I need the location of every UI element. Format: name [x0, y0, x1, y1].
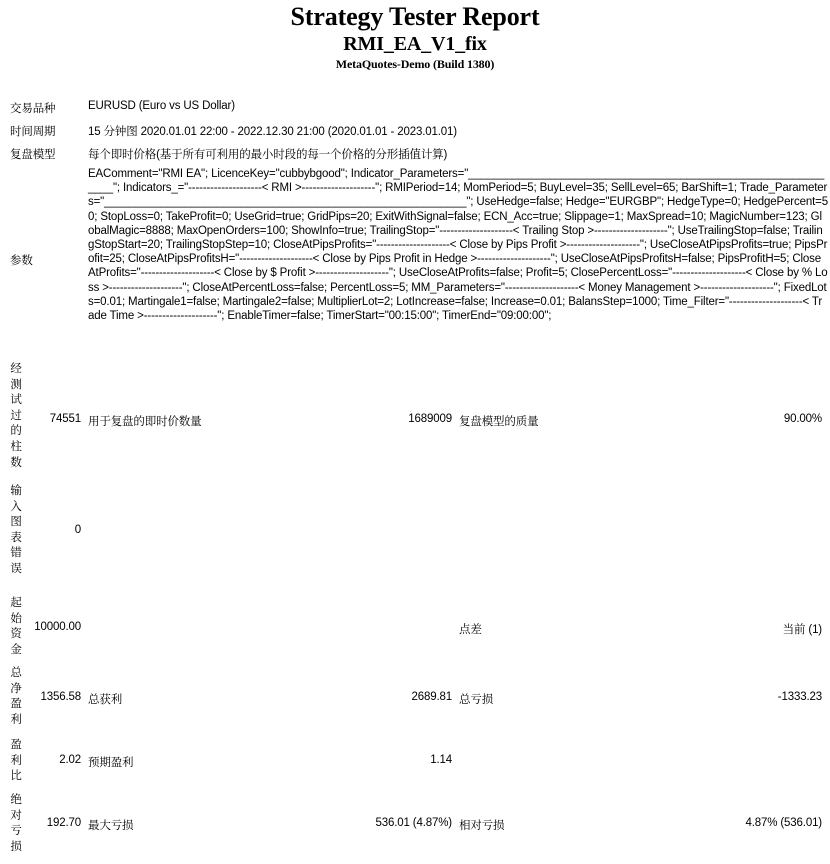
period-label: 时间周期: [10, 126, 56, 138]
ticks-label: 用于复盘的即时价数量: [88, 416, 202, 428]
quality-label: 复盘模型的质量: [459, 416, 539, 428]
spread-label: 点差: [459, 624, 482, 636]
ticks-value: 1689009: [408, 413, 452, 425]
model-value: 每个即时价格(基于所有可利用的最小时段的每一个价格的分形插值计算): [88, 149, 448, 161]
payoff-label: 预期盈利: [88, 757, 134, 769]
gross-loss-value: -1333.23: [777, 691, 822, 703]
model-label: 复盘模型: [10, 149, 56, 161]
symbol-label: 交易品种: [10, 103, 56, 115]
payoff-value: 1.14: [430, 754, 452, 766]
rel-drawdown-label: 相对亏损: [459, 820, 505, 832]
quality-value: 90.00%: [783, 413, 822, 425]
deposit-label: 起 始 资 金: [10, 597, 22, 656]
spread-value: 当前 (1): [782, 624, 822, 636]
gross-profit-value: 2689.81: [411, 691, 452, 703]
period-value: 15 分钟图 2020.01.01 22:00 - 2022.12.30 21:00 (2020.01.01 - 2023.01.01): [88, 126, 457, 138]
params-label: 参数: [10, 255, 33, 267]
net-profit-label: 总 净 盈 利: [10, 667, 22, 726]
max-drawdown-label: 最大亏损: [88, 820, 134, 832]
symbol-value: EURUSD (Euro vs US Dollar): [88, 100, 235, 112]
ea-name: RMI_EA_V1_fix: [343, 33, 487, 55]
errors-label: 输 入 图 表 错 误: [10, 485, 22, 575]
bars-tested-value: 74551: [49, 413, 81, 425]
report-title: Strategy Tester Report: [290, 2, 540, 31]
bars-tested-label: 经 测 试 过 的 柱 数: [10, 363, 22, 469]
gross-loss-label: 总亏损: [459, 694, 494, 706]
net-profit-value: 1356.58: [40, 691, 81, 703]
abs-drawdown-value: 192.70: [46, 817, 81, 829]
deposit-value: 10000.00: [34, 621, 81, 633]
params-value: EAComment="RMI EA"; LicenceKey="cubbybgood"; Indicator_Parameters="_____________________________________________________________"; Indicators_="--------------------< RMI >--------------------"; RMIPeriod=14; MomPeriod=5; BuyLevel=35; SellLevel=65; BarShift=1; Trade_Parameters="__________________________________________________________"; UseHedge=false; Hedge="EURGBP"; HedgeType=0; HedgePercent=50; StopLoss=0; TakeProfit=0; UseGrid=true; GridPips=20; ExitWithSignal=false; ECN_Acc=true; Slippage=1; MaxSpread=10; MagicNumber=123; GlobalMagic=8888; MaxOpenOrders=100; ShowInfo=true; TrailingStop="--------------------< Trailing Stop >--------------------"; UseTrailingStop=false; TrailingStopStart=20; TrailingStopStep=10; CloseAtPipsProfits="--------------------< Close by Pips Profit >--------------------"; UseCloseAtPipsProfits=true; PipsProfit=25; CloseAtPipsProfitsH="--------------------< Close by Pips Profit in Hedge >--------------------"; UseCloseAtPipsProfitsH=false; PipsProfitH=5; CloseAtProfits="--------------------< Close by $ Profit >--------------------"; UseCloseAtProfits=false; Profit=5; ClosePercentLoss="--------------------< Close by % Loss >--------------------"; CloseAtPercentLoss=false; PercentLoss=5; MM_Parameters="--------------------< Money Management >--------------------"; FixedLots=0.01; Martingale1=false; Martingale2=false; MultiplierLot=2; LotIncrease=false; Increase=0.01; BalansStep=1000; Time_Filter="--------------------< Trade Time >--------------------"; EnableTimer=false; TimerStart="00:15:00"; TimerEnd="09:00:00";: [88, 168, 828, 323]
gross-profit-label: 总获利: [88, 694, 123, 706]
abs-drawdown-label: 绝 对 亏 损: [10, 794, 22, 853]
max-drawdown-value: 536.01 (4.87%): [375, 817, 452, 829]
errors-value: 0: [74, 524, 81, 536]
server-build: MetaQuotes-Demo (Build 1380): [335, 57, 495, 71]
rel-drawdown-value: 4.87% (536.01): [745, 817, 822, 829]
profit-factor-label: 盈 利 比: [10, 739, 22, 783]
profit-factor-value: 2.02: [59, 754, 81, 766]
